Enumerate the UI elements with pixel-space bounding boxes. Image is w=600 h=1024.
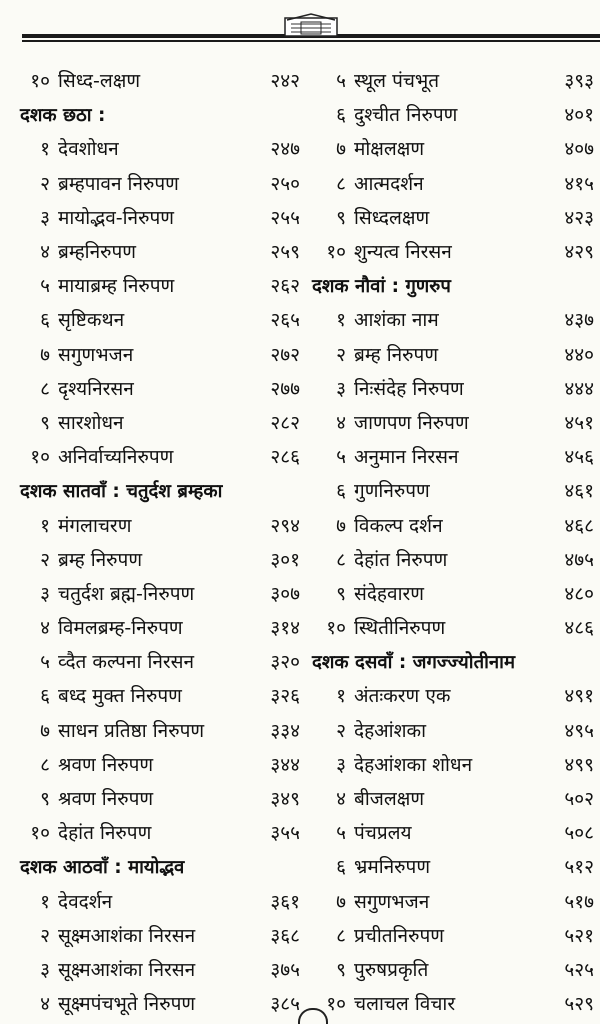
toc-entry [310,678,594,712]
entry-page: ४४० [564,343,594,366]
entry-page: २९४ [270,514,300,537]
toc-entry [310,713,594,747]
entry-page: ४२९ [564,241,594,264]
entry-num: १० [30,70,50,93]
entry-page: ५०८ [564,822,594,845]
toc-entry [18,713,300,747]
entry-page: ४८६ [564,617,594,640]
entry-page: ३२० [270,651,300,674]
entry-title: अनुमान निरसन [354,446,459,469]
toc-entry [18,405,300,439]
entry-num: ९ [40,411,50,434]
entry-num: २ [40,924,50,947]
entry-page: ३०७ [270,582,300,605]
entry-num: ५ [336,822,346,845]
toc-entry [18,747,300,781]
entry-page: ५२९ [564,993,594,1016]
entry-title: देहांत निरुपण [354,548,448,571]
toc-entry [310,371,594,405]
entry-num: ८ [336,172,346,195]
toc-entry [310,473,594,507]
toc-entry [310,302,594,336]
toc-entry [18,268,300,302]
entry-num: ९ [336,582,346,605]
entry-num: ५ [40,651,50,674]
entry-title: सृष्टिकथन [58,309,125,332]
toc-entry [310,507,594,541]
section-heading: दशक आठवाँ : मायोद्भव [20,856,185,878]
toc-entry [310,439,594,473]
entry-num: ६ [336,104,346,127]
entry-num: १० [30,822,50,845]
entry-num: ९ [336,958,346,981]
entry-num: ५ [40,275,50,298]
section-heading: दशक छठा : [20,104,106,126]
entry-title: संदेहवारण [354,582,425,605]
entry-title: ब्रम्ह निरुपण [58,548,143,571]
toc-entry [18,644,300,678]
entry-num: ३ [40,958,50,981]
entry-num: ८ [336,548,346,571]
entry-page: ४९५ [564,719,594,742]
entry-title: पंचप्रलय [354,822,412,845]
toc-entry [18,815,300,849]
entry-title: भ्रमनिरुपण [354,856,431,879]
entry-title: चतुर्दश ब्रह्म-निरुपण [58,582,195,605]
toc-entry [310,849,594,883]
entry-page: ४२३ [564,206,594,229]
entry-title: देहांत निरुपण [58,822,152,845]
toc-entry [310,234,594,268]
toc-entry [18,200,300,234]
entry-num: ३ [40,582,50,605]
entry-title: देवशोधन [58,138,119,161]
toc-entry [310,610,594,644]
entry-num: २ [40,172,50,195]
toc-entry [310,131,594,165]
entry-title: सूक्ष्मपंचभूते निरुपण [58,993,196,1016]
entry-title: सारशोधन [58,411,124,434]
entry-page: ३५५ [270,822,300,845]
entry-num: १ [40,138,50,161]
entry-title: गुणनिरुपण [354,480,430,503]
entry-num: ७ [336,890,346,913]
entry-num: ३ [336,753,346,776]
entry-page: ४१५ [564,172,594,195]
entry-num: ७ [40,719,50,742]
entry-num: ८ [40,377,50,400]
entry-page: ३९३ [564,70,594,93]
entry-page: २६२ [270,275,300,298]
toc-entry [18,63,300,97]
entry-page: ४०७ [564,138,594,161]
entry-num: ६ [336,480,346,503]
entry-title: चलाचल विचार [354,993,456,1016]
entry-page: ५२५ [564,958,594,981]
entry-page: ३४९ [270,788,300,811]
entry-num: ४ [40,241,50,264]
entry-num: १ [40,890,50,913]
entry-page: ३१४ [270,617,300,640]
toc-entry [18,952,300,986]
entry-title: मंगलाचरण [58,514,132,537]
toc-entry [310,815,594,849]
toc-entry [310,166,594,200]
entry-num: ८ [336,924,346,947]
toc-entry [18,166,300,200]
entry-title: देहआंशका शोधन [354,753,473,776]
toc-left-column [18,63,300,1020]
toc-entry [18,610,300,644]
entry-title: ब्रम्हपावन निरुपण [58,172,179,195]
entry-page: ५२१ [564,924,594,947]
entry-page: ३७५ [270,958,300,981]
entry-title: पुरुषप्रकृति [354,958,429,981]
entry-num: १० [326,993,346,1016]
toc-entry [310,918,594,952]
entry-page: ४६१ [564,480,594,503]
entry-num: १ [336,309,346,332]
entry-page: ४८० [564,582,594,605]
toc-entry [310,337,594,371]
entry-title: अंतःकरण एक [354,685,451,708]
toc-entry [18,918,300,952]
entry-num: १ [40,514,50,537]
entry-num: ३ [336,377,346,400]
entry-num: १० [326,241,346,264]
section-heading: दशक सातवाँ : चतुर्दश ब्रम्हका [20,480,223,502]
toc-entry [18,302,300,336]
entry-title: दुश्चीत निरुपण [354,104,458,127]
entry-num: ४ [336,788,346,811]
toc-entry [18,337,300,371]
toc-entry [310,781,594,815]
toc-entry [310,542,594,576]
entry-page: ३४४ [270,753,300,776]
entry-page: ३३४ [270,719,300,742]
entry-page: ४३७ [564,309,594,332]
toc-entry [310,405,594,439]
entry-title: ब्रम्ह निरुपण [354,343,439,366]
entry-num: २ [336,343,346,366]
entry-page: ४५६ [564,446,594,469]
entry-page: २६५ [270,309,300,332]
toc-entry [310,884,594,918]
toc-entry [18,986,300,1020]
toc-entry [18,781,300,815]
entry-num: ५ [336,446,346,469]
entry-page: २४२ [270,70,300,93]
toc-entry [18,131,300,165]
toc-entry [310,576,594,610]
entry-title: मायाब्रम्ह निरुपण [58,275,175,298]
toc-right-column [310,63,594,1020]
entry-page: ३६८ [270,924,300,947]
entry-page: २५५ [270,206,300,229]
entry-num: १० [326,617,346,640]
toc-entry [310,63,594,97]
entry-title: स्थूल पंचभूत [354,70,440,93]
entry-title: बध्द मुक्त निरुपण [58,685,182,708]
entry-title: स्थितीनिरुपण [354,617,446,640]
entry-page: २८६ [270,446,300,469]
entry-title: देहआंशका [354,719,427,742]
entry-page: ४९१ [564,685,594,708]
entry-title: देवदर्शन [58,890,113,913]
entry-page: ३०१ [270,548,300,571]
entry-page: ४९९ [564,753,594,776]
entry-page: ४७५ [564,548,594,571]
entry-title: ब्रम्हनिरुपण [58,241,137,264]
entry-num: ८ [40,753,50,776]
entry-page: ४६८ [564,514,594,537]
entry-title: व्दैत कल्पना निरसन [58,651,195,674]
entry-page: २५० [270,172,300,195]
entry-title: निःसंदेह निरुपण [354,377,464,400]
toc-entry [18,439,300,473]
toc-entry [310,200,594,234]
toc-entry [18,678,300,712]
entry-num: ५ [336,70,346,93]
header-rule-thin [22,40,600,42]
entry-title: विमलब्रम्ह-निरुपण [58,617,183,640]
entry-title: साधन प्रतिष्ठा निरुपण [58,719,205,742]
book-ornament-icon [283,10,339,40]
entry-title: विकल्प दर्शन [354,514,443,537]
entry-title: सूक्ष्मआशंका निरसन [58,958,196,981]
entry-title: मायोद्भव-निरुपण [58,206,174,229]
toc-entry [310,986,594,1020]
entry-num: २ [40,548,50,571]
entry-title: अनिर्वाच्यनिरुपण [58,446,174,469]
section-heading: दशक नौवां : गुणरुप [312,275,451,297]
entry-page: ५१७ [564,890,594,913]
entry-page: ३२६ [270,685,300,708]
entry-title: बीजलक्षण [354,788,425,811]
entry-num: ६ [40,685,50,708]
entry-num: ६ [40,309,50,332]
entry-num: १० [30,446,50,469]
entry-page: ५१२ [564,856,594,879]
entry-num: ९ [336,206,346,229]
entry-title: दृश्यनिरसन [58,377,134,400]
entry-num: ७ [40,343,50,366]
entry-title: सिध्द-लक्षण [58,70,141,93]
toc-entry [18,542,300,576]
entry-title: मोक्षलक्षण [354,138,425,161]
entry-title: सगुणभजन [58,343,134,366]
entry-num: ६ [336,856,346,879]
toc-entry [18,507,300,541]
entry-page: २७७ [270,377,300,400]
entry-title: श्रवण निरुपण [58,788,154,811]
entry-title: प्रचीतनिरुपण [354,924,444,947]
entry-title: सगुणभजन [354,890,430,913]
entry-num: ४ [40,993,50,1016]
entry-page: २७२ [270,343,300,366]
toc-entry [18,234,300,268]
entry-num: ४ [336,411,346,434]
entry-title: सिध्दलक्षण [354,206,430,229]
toc-entry [310,97,594,131]
entry-title: श्रवण निरुपण [58,753,154,776]
entry-num: ३ [40,206,50,229]
entry-page: २४७ [270,138,300,161]
entry-page: २५९ [270,241,300,264]
entry-num: ७ [336,514,346,537]
entry-num: ९ [40,788,50,811]
entry-title: शुन्यत्व निरसन [354,241,452,264]
entry-page: ४०१ [564,104,594,127]
entry-title: सूक्ष्मआशंका निरसन [58,924,196,947]
entry-page: ३६१ [270,890,300,913]
entry-title: आत्मदर्शन [354,172,424,195]
toc-entry [310,952,594,986]
toc-entry [310,747,594,781]
entry-page: ३८५ [270,993,300,1016]
entry-title: आशंका नाम [354,309,439,332]
toc-entry [18,884,300,918]
entry-page: ५०२ [564,788,594,811]
entry-num: ७ [336,138,346,161]
entry-page: ४५१ [564,411,594,434]
entry-num: १ [336,685,346,708]
toc-entry [18,371,300,405]
entry-title: जाणपण निरुपण [354,411,469,434]
entry-num: २ [336,719,346,742]
section-heading: दशक दसवाँ : जगज्ज्योतीनाम [312,651,516,673]
entry-page: ४४४ [564,377,594,400]
entry-page: २८२ [270,411,300,434]
entry-num: ४ [40,617,50,640]
toc-entry [18,576,300,610]
